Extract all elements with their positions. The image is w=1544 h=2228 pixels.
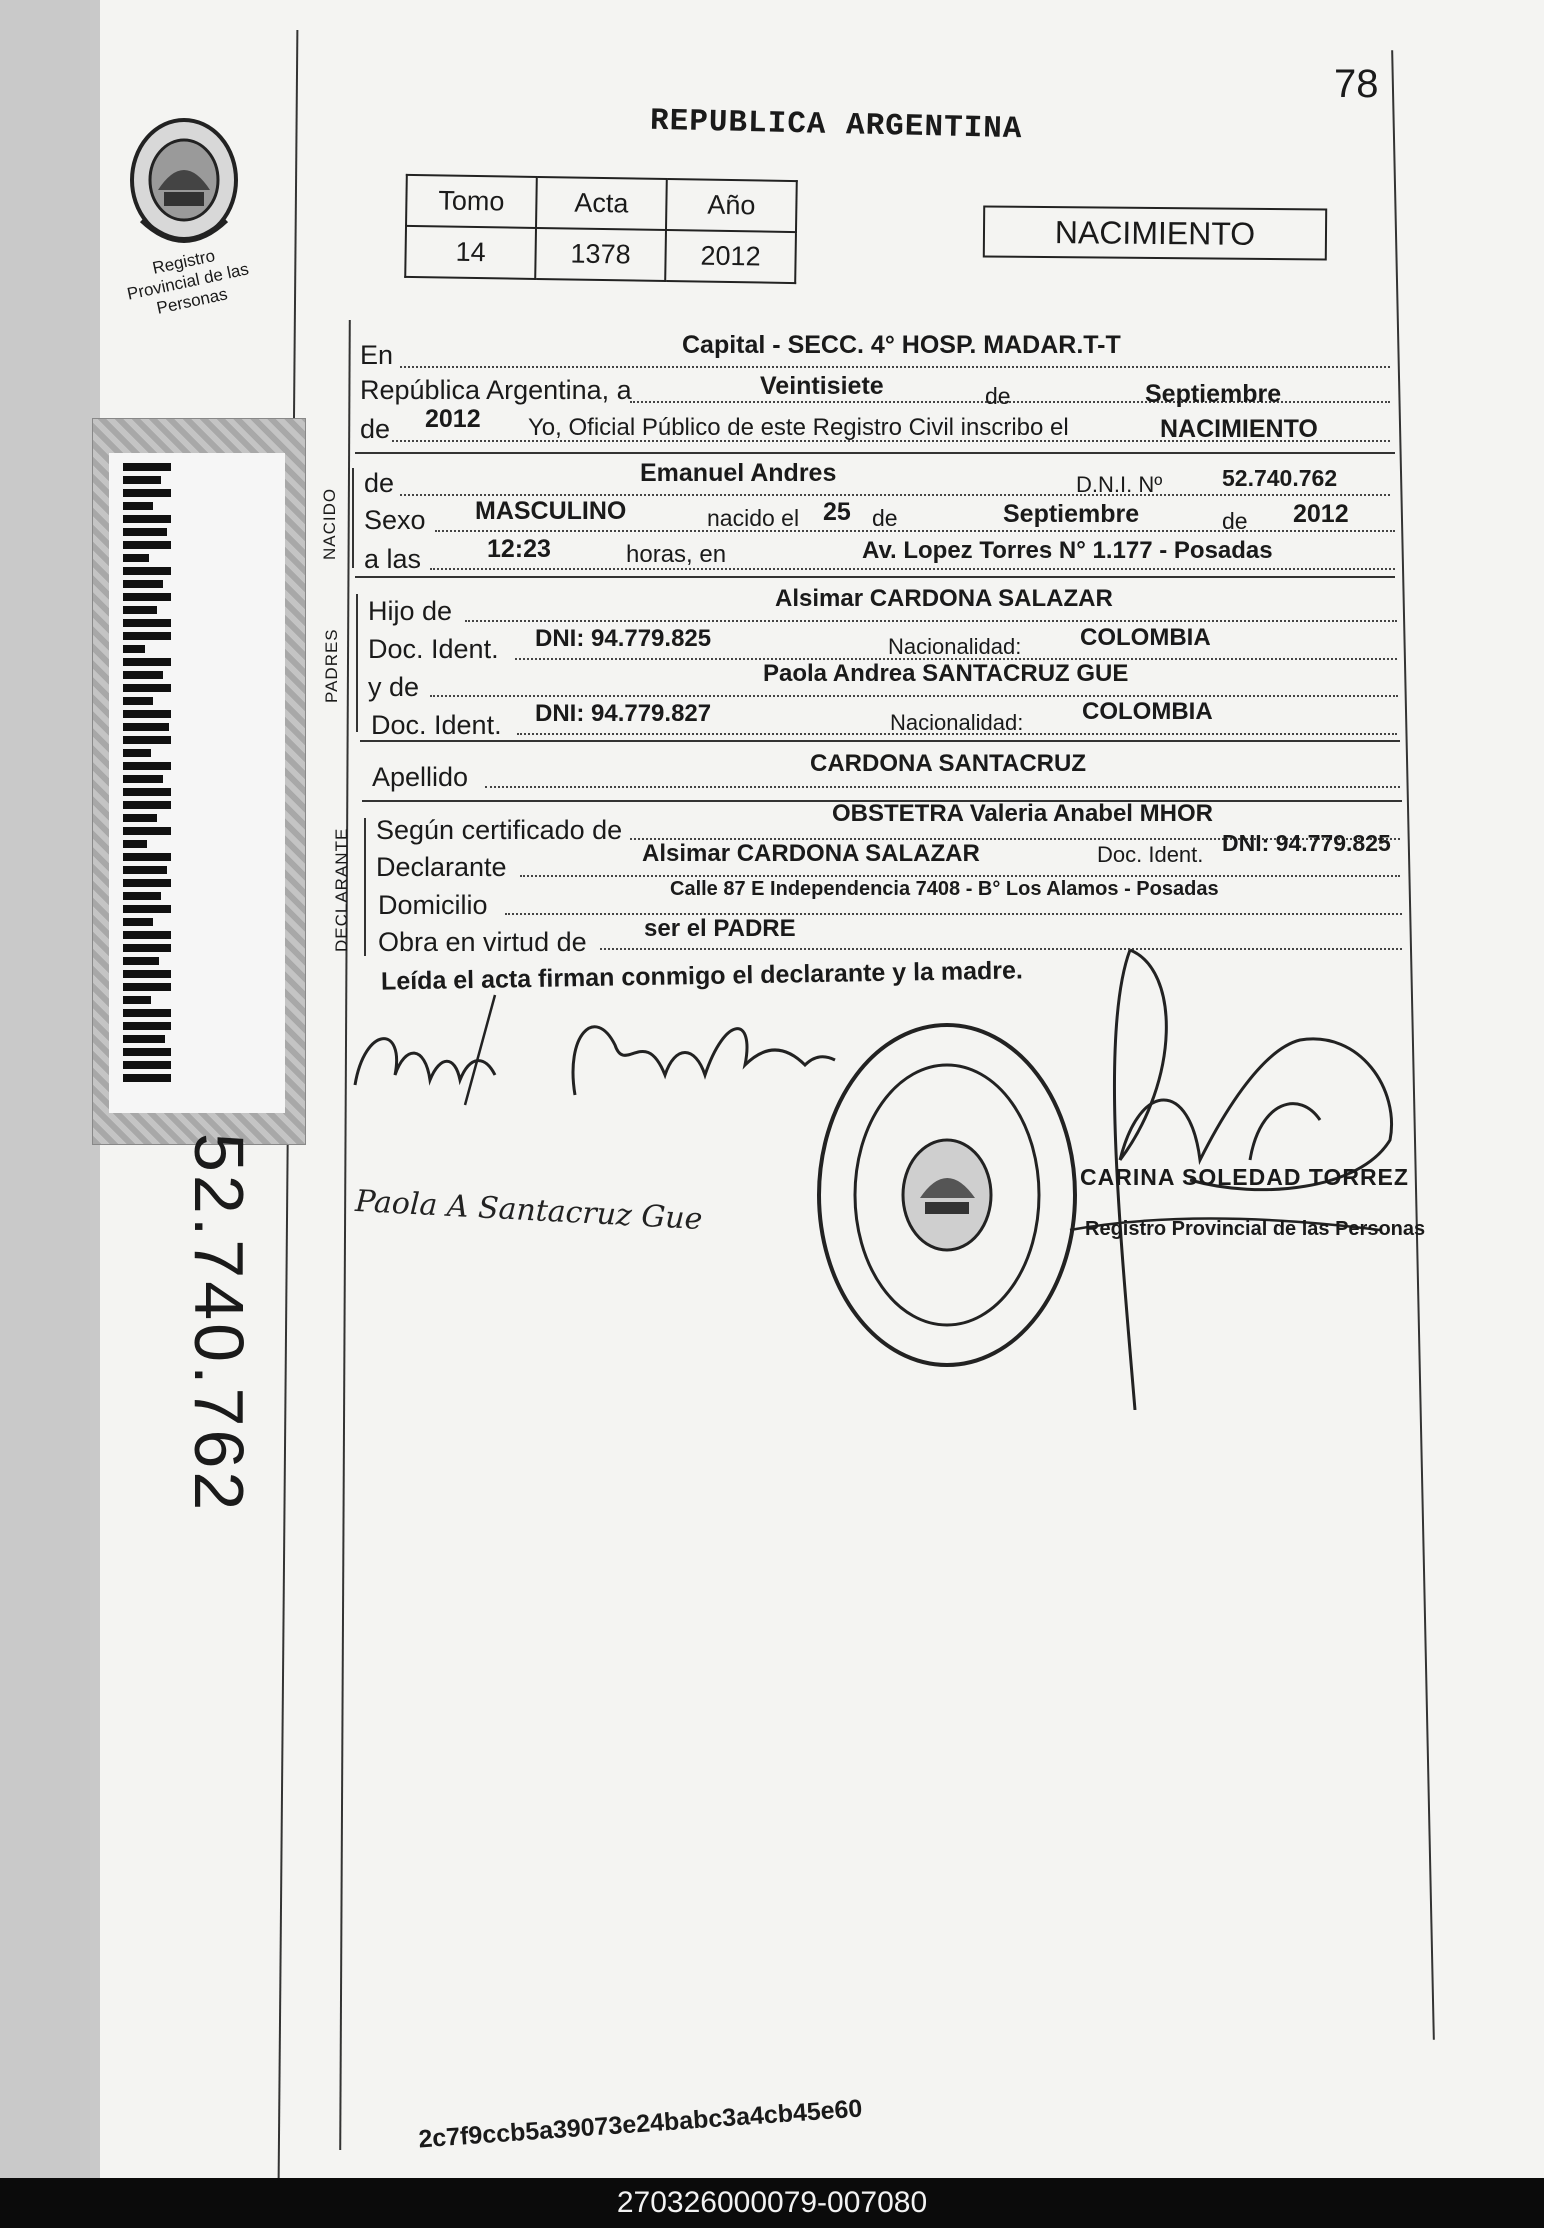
officer-name: CARINA SOLEDAD TORREZ xyxy=(1080,1164,1409,1190)
section-divider xyxy=(355,452,1395,454)
ref-value-ano: 2012 xyxy=(665,230,796,283)
nacido-section-label: NACIDO xyxy=(320,487,339,560)
declarante-section-label: DECLARANTE xyxy=(332,827,351,952)
nacido-de-label: de xyxy=(364,468,395,498)
act-type-box: NACIMIENTO xyxy=(983,206,1327,261)
domicilio-value: Calle 87 E Independencia 7408 - B° Los Alamos - Posadas xyxy=(670,878,1219,900)
dotted-line xyxy=(505,913,1402,915)
father-nat-label: Nacionalidad: xyxy=(888,634,1022,659)
left-margin-strip xyxy=(0,0,100,2178)
dotted-line xyxy=(430,568,1395,570)
barcode-number: 52.740.762 xyxy=(180,1133,258,1514)
father-nat: COLOMBIA xyxy=(1080,624,1211,651)
footer-id: 270326000079-007080 xyxy=(616,2186,928,2219)
ref-value-acta: 1378 xyxy=(535,228,666,281)
barcode-label xyxy=(109,453,285,1514)
month-value: Septiembre xyxy=(1145,380,1282,408)
section-divider xyxy=(355,576,1395,578)
ref-value-tomo: 14 xyxy=(405,226,536,279)
a-las-label: a las xyxy=(364,544,422,574)
reference-table xyxy=(404,174,798,284)
inscribo-label: Yo, Oficial Público de este Registro Civil inscribo el xyxy=(528,414,1069,441)
ref-header-tomo: Tomo xyxy=(406,175,537,228)
document-title: REPUBLICA ARGENTINA xyxy=(649,103,1023,148)
cert-label: Según certificado de xyxy=(376,815,623,845)
official-stamp-icon xyxy=(815,1018,1080,1373)
nacido-time: 12:23 xyxy=(487,535,551,563)
nacido-de2-label: de xyxy=(872,505,898,531)
dni-label: D.N.I. Nº xyxy=(1076,472,1163,497)
mother-nat: COLOMBIA xyxy=(1082,698,1213,725)
y-de-label: y de xyxy=(368,672,420,702)
dotted-line xyxy=(400,366,1390,368)
ref-header-ano: Año xyxy=(666,179,797,232)
nacido-sexo: MASCULINO xyxy=(475,497,627,525)
nacido-day: 25 xyxy=(823,498,851,526)
declarante-doc: DNI: 94.779.825 xyxy=(1222,830,1391,856)
domicilio-label: Domicilio xyxy=(378,890,488,920)
year-value: 2012 xyxy=(425,405,481,433)
dotted-line xyxy=(485,786,1400,788)
declarante-doc-label: Doc. Ident. xyxy=(1097,842,1204,867)
section-divider xyxy=(360,740,1400,742)
cert-value: OBSTETRA Valeria Anabel MHOR xyxy=(832,800,1213,827)
nacido-year: 2012 xyxy=(1293,500,1349,528)
de-label: de xyxy=(985,383,1011,409)
section-bracket xyxy=(356,594,358,732)
inscribo-value: NACIMIENTO xyxy=(1160,415,1318,443)
mother-signature: Paola A Santacruz Gue xyxy=(354,1183,704,1238)
nacido-el-label: nacido el xyxy=(707,505,800,531)
horas-label: horas, en xyxy=(626,541,727,568)
dotted-line xyxy=(430,695,1398,697)
section-bracket xyxy=(364,818,366,956)
declarant-signature-icon xyxy=(345,985,845,1115)
obra-value: ser el PADRE xyxy=(644,915,796,942)
mother-nat-label: Nacionalidad: xyxy=(890,710,1024,735)
footer-bar xyxy=(0,2178,1544,2228)
registry-logo-text: Registro Provincial de las Personas xyxy=(125,246,251,318)
dotted-line xyxy=(520,875,1400,877)
ref-header-acta: Acta xyxy=(536,177,667,230)
mother-doc-label: Doc. Ident. xyxy=(371,710,502,740)
officer-role: Registro Provincial de las Personas xyxy=(1085,1218,1426,1240)
apellido-value: CARDONA SANTACRUZ xyxy=(810,750,1086,777)
apellido-label: Apellido xyxy=(372,762,469,792)
nacido-dni: 52.740.762 xyxy=(1222,465,1338,491)
dotted-line xyxy=(465,620,1397,622)
father-doc-label: Doc. Ident. xyxy=(368,634,499,664)
obra-label: Obra en virtud de xyxy=(378,927,587,957)
sexo-label: Sexo xyxy=(364,505,426,535)
republica-label: República Argentina, a xyxy=(360,375,632,405)
day-value: Veintisiete xyxy=(760,372,884,400)
document-hash: 2c7f9ccb5a39073e24babc3a4cb45e60 xyxy=(417,2094,864,2154)
nacido-place: Av. Lopez Torres N° 1.177 - Posadas xyxy=(862,537,1273,564)
closing-statement: Leída el acta firman conmigo el declarante y la madre. xyxy=(380,956,1024,996)
section-bracket xyxy=(352,468,354,568)
barcode-icon xyxy=(123,463,171,1103)
padres-section-label: PADRES xyxy=(322,628,341,703)
dotted-line xyxy=(435,530,1395,532)
father-name: Alsimar CARDONA SALAZAR xyxy=(775,585,1113,612)
en-label: En xyxy=(360,340,394,370)
mother-name: Paola Andrea SANTACRUZ GUE xyxy=(763,660,1129,687)
dotted-line xyxy=(400,494,1390,496)
mother-doc: DNI: 94.779.827 xyxy=(535,700,712,727)
declarante-label: Declarante xyxy=(376,852,507,882)
nacido-de3-label: de xyxy=(1222,508,1248,534)
page-number: 78 xyxy=(1334,62,1379,106)
barcode-panel xyxy=(92,418,306,1514)
hijo-label: Hijo de xyxy=(368,596,453,626)
father-doc: DNI: 94.779.825 xyxy=(535,625,712,652)
nacido-month: Septiembre xyxy=(1003,500,1140,528)
nacido-name: Emanuel Andres xyxy=(640,459,837,487)
en-value: Capital - SECC. 4° HOSP. MADAR.T-T xyxy=(682,331,1121,359)
de-label: de xyxy=(360,414,391,444)
declarante-value: Alsimar CARDONA SALAZAR xyxy=(642,840,980,867)
